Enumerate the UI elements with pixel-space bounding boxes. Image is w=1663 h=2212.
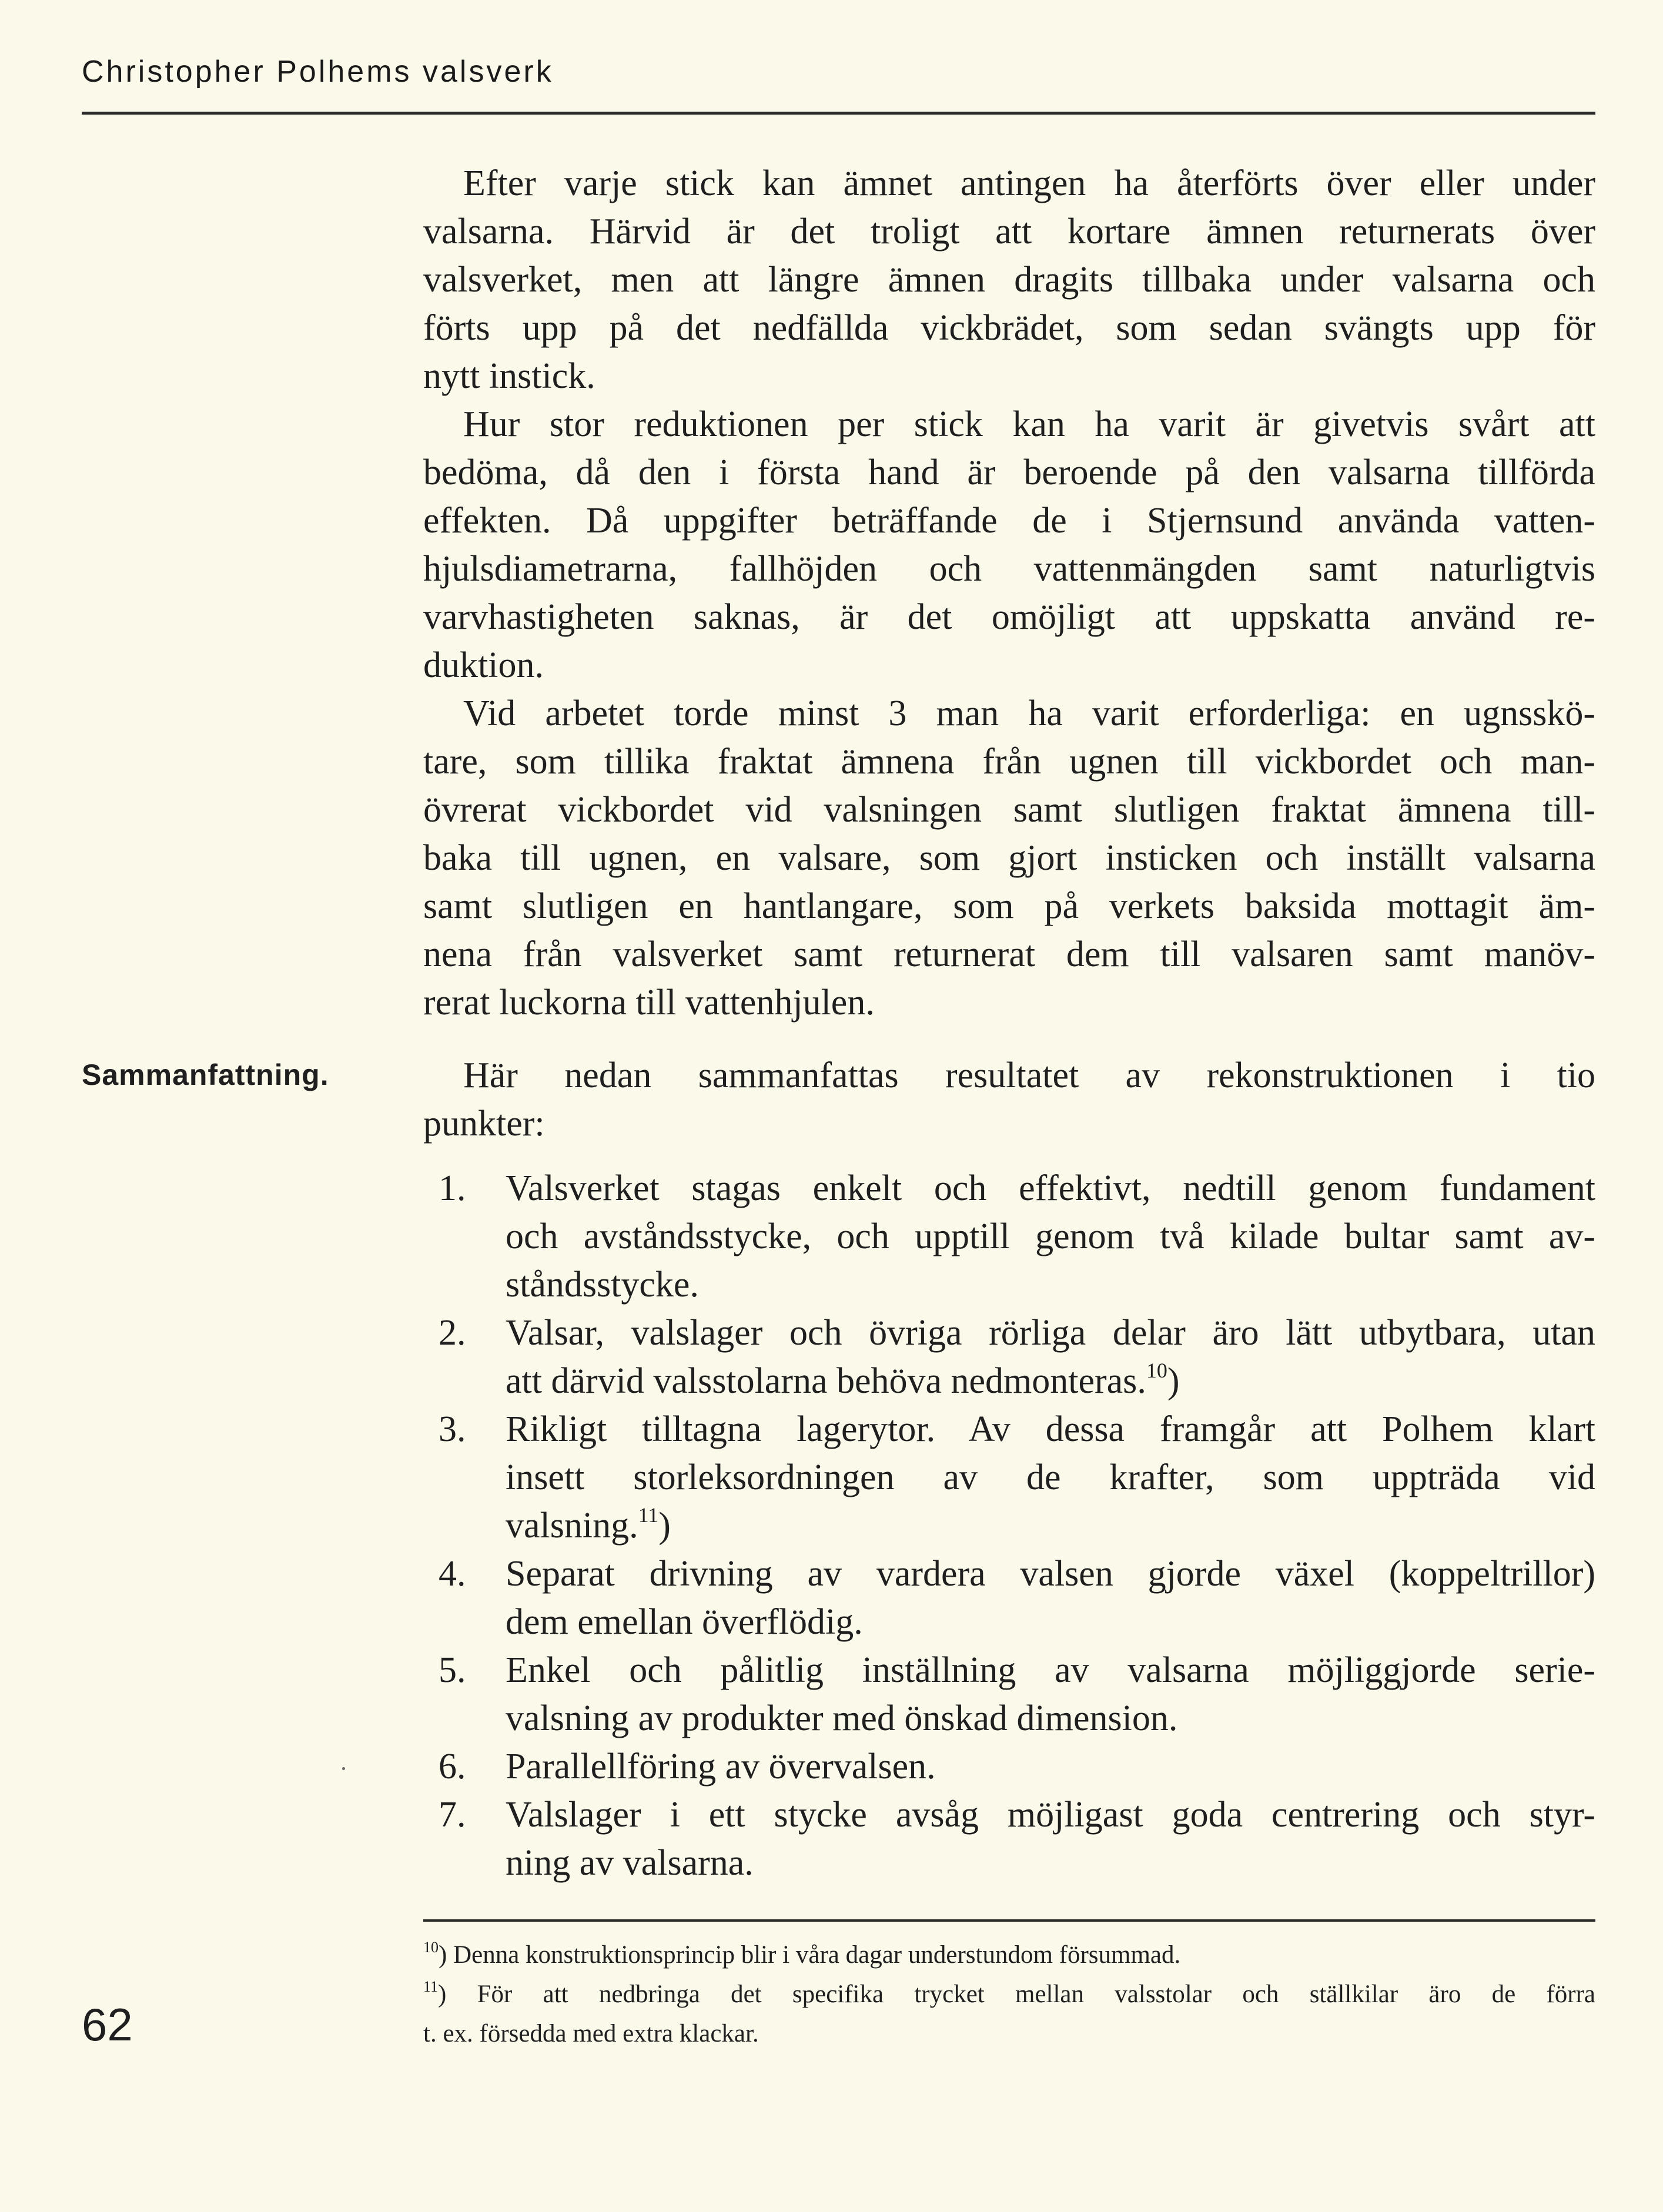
text-line: insett storleksordningen av de krafter, som uppträda vid xyxy=(506,1457,1595,1497)
text-line xyxy=(423,1935,1595,1975)
item-number: 5. xyxy=(439,1650,466,1690)
page-number: 62 xyxy=(82,1999,133,2050)
text-line: punkter: xyxy=(423,1104,545,1144)
footnote-number: 10 xyxy=(423,1939,439,1956)
text-line: hjulsdiametrarna, fallhöjden och vattenmängden samt naturligtvis xyxy=(423,549,1595,589)
text-line: och avståndsstycke, och upptill genom två kilade bultar samt av- xyxy=(506,1216,1595,1256)
footnotes xyxy=(423,1935,1595,2053)
text-line: valsverket, men att längre ämnen dragits tillbaka under valsarna och xyxy=(423,260,1595,300)
text-line: Vid arbetet torde minst 3 man ha varit erforderliga: en ugnsskö- xyxy=(463,693,1595,733)
text-line: förts upp på det nedfällda vickbrädet, som sedan svängts upp för xyxy=(423,308,1595,348)
text-line: nytt instick. xyxy=(423,356,595,396)
text-line: ning av valsarna. xyxy=(506,1843,754,1883)
footnote-text: ) Denna konstruktionsprincip blir i våra dagar understundom försummad. xyxy=(439,1941,1181,1969)
footnote-ref-paren: ) xyxy=(658,1506,671,1546)
paragraph xyxy=(423,400,1595,689)
text-line: baka till ugnen, en valsare, som gjort insticken och inställt valsarna xyxy=(423,838,1595,878)
margin-speck xyxy=(342,1767,345,1770)
footnote-text: ) För att nedbringa det specifika trycket mellan valsstolar och ställkilar äro de förra xyxy=(438,1980,1595,2008)
paragraph xyxy=(423,689,1595,1027)
list-item xyxy=(423,1550,1595,1646)
item-number: 4. xyxy=(439,1554,466,1594)
text-line xyxy=(423,1975,1595,2014)
text-line: ståndsstycke. xyxy=(506,1265,699,1305)
paragraph xyxy=(423,159,1595,400)
text-line: övrerat vickbordet vid valsningen samt slutligen fraktat ämnena till- xyxy=(423,790,1595,830)
footnote-ref[interactable]: 11 xyxy=(638,1503,659,1527)
text-line: Här nedan sammanfattas resultatet av rekonstruktionen i tio xyxy=(463,1055,1595,1095)
line-text: valsning. xyxy=(506,1506,638,1546)
list-item xyxy=(423,1164,1595,1309)
text-line: t. ex. försedda med extra klackar. xyxy=(423,2020,759,2047)
text-line: effekten. Då uppgifter beträffande de i Stjernsund använda vatten- xyxy=(423,501,1595,541)
footnote-ref-paren: ) xyxy=(1167,1361,1180,1401)
item-number: 2. xyxy=(439,1313,466,1353)
footnote-ref[interactable]: 10 xyxy=(1146,1359,1167,1382)
list-item xyxy=(423,1646,1595,1742)
text-line: valsarna. Härvid är det troligt att kortare ämnen returnerats över xyxy=(423,212,1595,252)
text-line: nena från valsverket samt returnerat dem till valsaren samt manöv- xyxy=(423,934,1595,974)
body-text xyxy=(423,159,1595,1027)
summary-intro xyxy=(423,1051,1595,1148)
text-line: Efter varje stick kan ämnet antingen ha återförts över eller under xyxy=(463,163,1595,203)
text-line: rerat luckorna till vattenhjulen. xyxy=(423,983,875,1023)
text-line: tare, som tillika fraktat ämnena från ugnen till vickbordet och man- xyxy=(423,742,1595,782)
margin-heading: Sammanfattning. xyxy=(82,1058,329,1091)
text-line: samt slutligen en hantlangare, som på verkets baksida mottagit äm- xyxy=(423,886,1595,926)
footnote-rule xyxy=(423,1919,1595,1922)
text-line: Valsar, valslager och övriga rörliga delar äro lätt utbytbara, utan xyxy=(506,1313,1595,1353)
item-number: 1. xyxy=(439,1168,466,1208)
text-line: dem emellan överflödig. xyxy=(506,1602,863,1642)
text-line: Rikligt tilltagna lagerytor. Av dessa framgår att Polhem klart xyxy=(506,1409,1595,1449)
text-line: Separat drivning av vardera valsen gjorde växel (koppeltrillor) xyxy=(506,1554,1595,1594)
running-header: Christopher Polhems valsverk xyxy=(82,55,554,89)
summary-list xyxy=(423,1164,1595,1887)
footnote xyxy=(423,1975,1595,2053)
text-line: Valsverket stagas enkelt och effektivt, nedtill genom fundament xyxy=(506,1168,1595,1208)
list-item xyxy=(423,1405,1595,1550)
footnote-number: 11 xyxy=(423,1978,439,1995)
text-line: Hur stor reduktionen per stick kan ha varit är givetvis svårt att xyxy=(463,404,1595,444)
footnote xyxy=(423,1935,1595,1975)
list-item xyxy=(423,1791,1595,1887)
item-number: 3. xyxy=(439,1409,466,1449)
item-number: 7. xyxy=(439,1795,466,1835)
line-text: att därvid valsstolarna behöva nedmonteras. xyxy=(506,1361,1146,1401)
text-line: bedöma, då den i första hand är beroende på den valsarna tillförda xyxy=(423,453,1595,492)
text-line: valsning av produkter med önskad dimension. xyxy=(506,1698,1178,1738)
text-line: Parallellföring av övervalsen. xyxy=(506,1747,936,1787)
text-line: varvhastigheten saknas, är det omöjligt att uppskatta använd re- xyxy=(423,597,1595,637)
list-item xyxy=(423,1309,1595,1405)
text-line: Valslager i ett stycke avsåg möjligast goda centrering och styr- xyxy=(506,1795,1595,1835)
text-line: Enkel och pålitlig inställning av valsarna möjliggjorde serie- xyxy=(506,1650,1595,1690)
text-line xyxy=(506,1357,1595,1405)
header-rule xyxy=(82,112,1595,115)
list-item xyxy=(423,1742,1595,1791)
text-line xyxy=(506,1502,1595,1550)
item-number: 6. xyxy=(439,1747,466,1787)
text-line: duktion. xyxy=(423,645,544,685)
